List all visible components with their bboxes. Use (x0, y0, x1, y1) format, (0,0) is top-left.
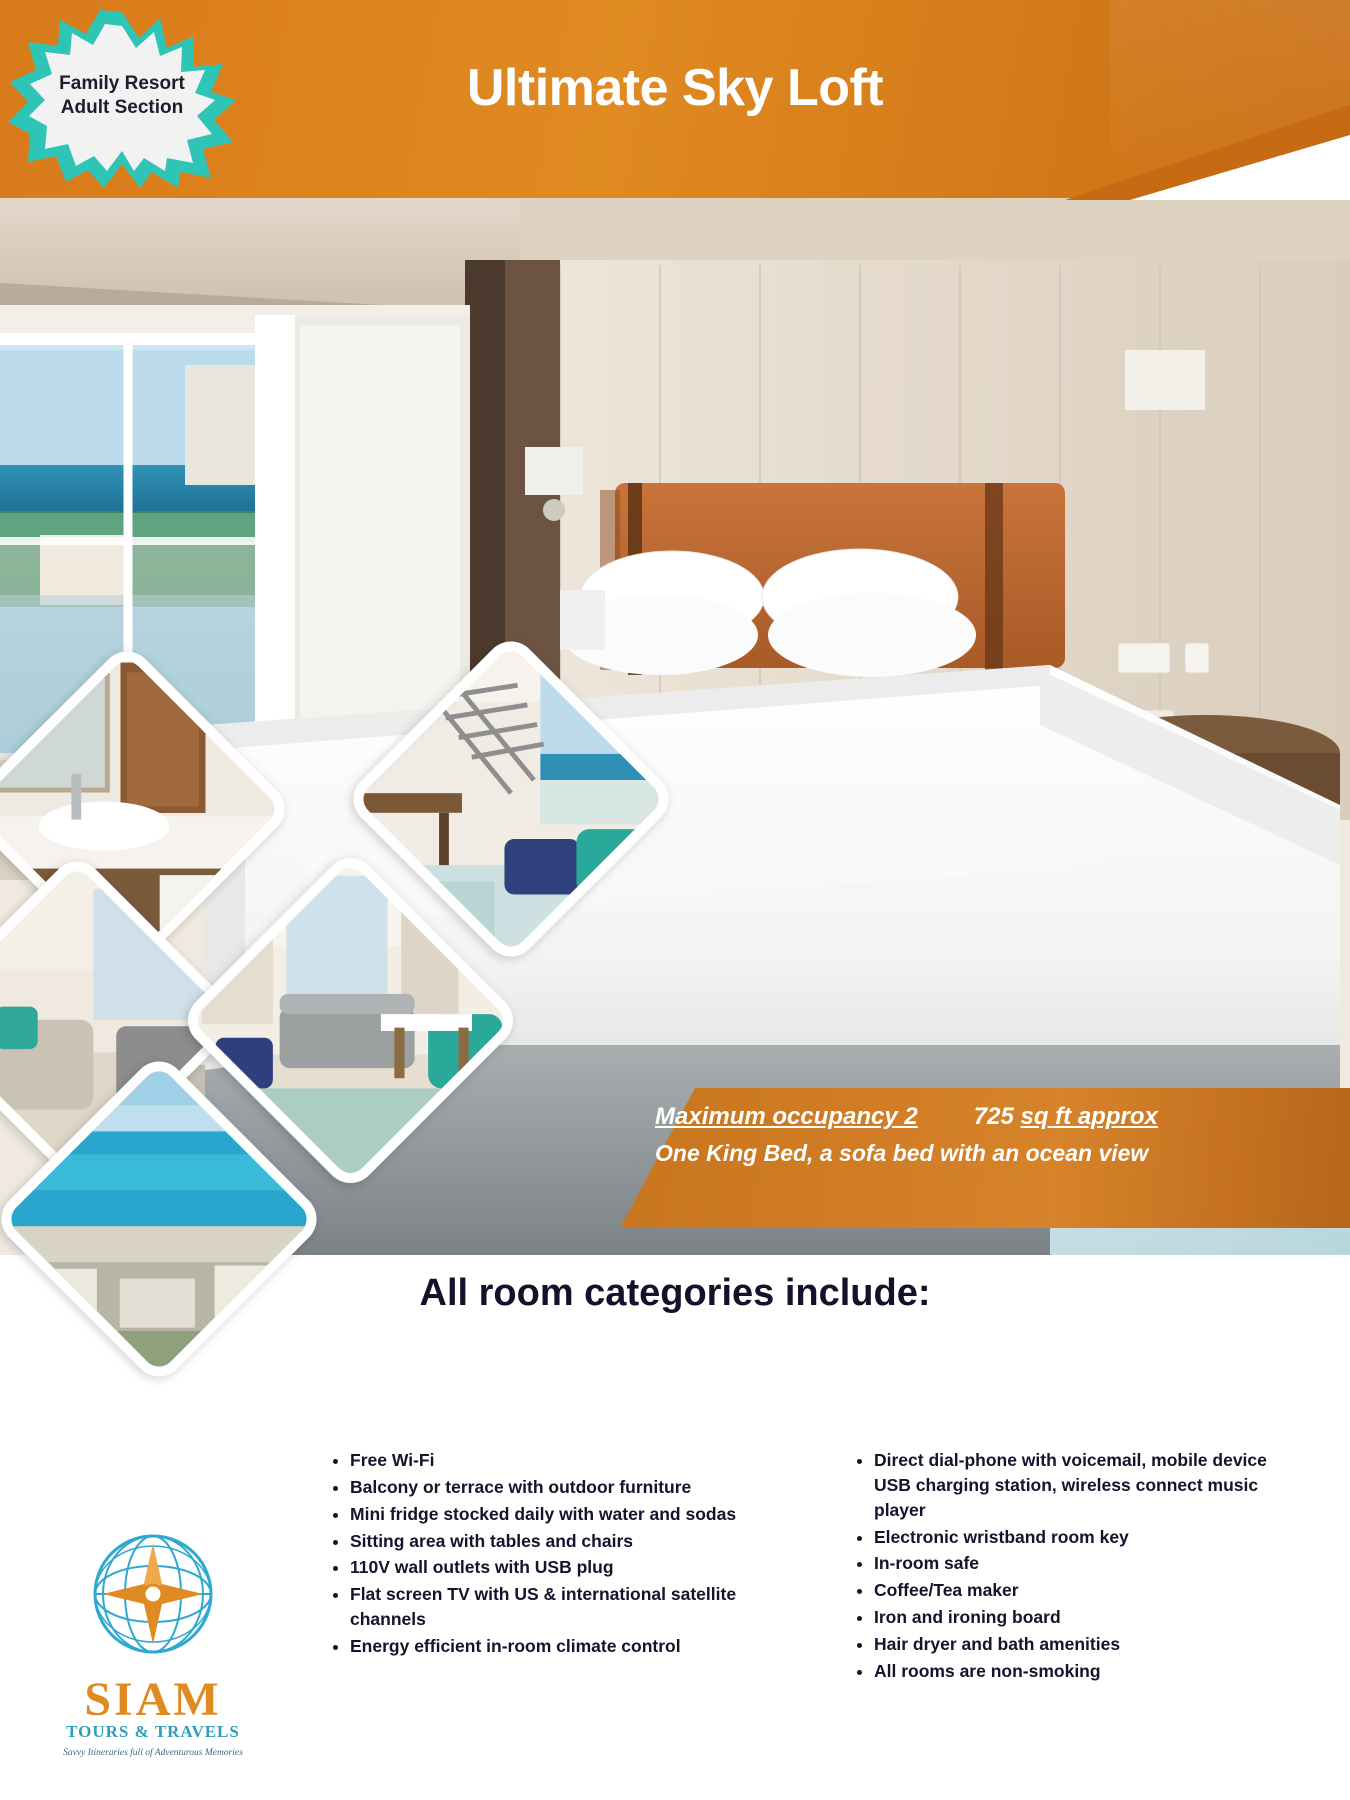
amenities-left-list (328, 1448, 748, 1659)
logo-tagline: Savvy Itineraries full of Adventurous Memories (63, 1748, 243, 1758)
list-item: • Hair dryer and bath amenities (874, 1632, 1282, 1657)
list-item: • Mini fridge stocked daily with water and sodas (350, 1502, 748, 1527)
max-occupancy-text: Maximum occupancy 2 (655, 1103, 918, 1130)
logo-subtitle: TOURS & TRAVELS (66, 1722, 240, 1741)
list-item: • Iron and ironing board (874, 1605, 1282, 1630)
list-item: • Flat screen TV with US & international satellite channels (350, 1582, 748, 1632)
badge-line1: Family Resort (59, 73, 185, 94)
list-item: • Sitting area with tables and chairs (350, 1529, 748, 1554)
list-item: • Balcony or terrace with outdoor furniture (350, 1475, 748, 1500)
badge-text (8, 72, 236, 121)
amenities-right-column (852, 1448, 1282, 1686)
room-size-value: 725 (973, 1103, 1014, 1130)
amenities-right-list (852, 1448, 1282, 1684)
badge-line2: Adult Section (60, 97, 184, 119)
list-item: • All rooms are non-smoking (874, 1659, 1282, 1684)
list-item: • 110V wall outlets with USB plug (350, 1555, 748, 1580)
occupancy-description: One King Bed, a sofa bed with an ocean view (655, 1140, 1149, 1166)
amenities-heading: All room categories include: (419, 1272, 931, 1314)
list-item: • Energy efficient in-room climate control (350, 1634, 748, 1659)
room-size-unit: sq ft approx (1020, 1103, 1158, 1130)
globe-compass-icon (28, 1522, 278, 1672)
list-item: • In-room safe (874, 1551, 1282, 1576)
siam-tours-logo (28, 1522, 278, 1777)
amenities-left-column (328, 1448, 748, 1661)
family-resort-badge (8, 10, 236, 188)
occupancy-line (655, 1103, 1255, 1131)
list-item: • Direct dial-phone with voicemail, mobile device USB charging station, wireless connect music player (874, 1448, 1282, 1523)
logo-name: SIAM (84, 1673, 222, 1726)
list-item: • Free Wi-Fi (350, 1448, 748, 1473)
page-title: Ultimate Sky Loft (466, 59, 884, 117)
list-item: • Coffee/Tea maker (874, 1578, 1282, 1603)
list-item: • Electronic wristband room key (874, 1525, 1282, 1550)
